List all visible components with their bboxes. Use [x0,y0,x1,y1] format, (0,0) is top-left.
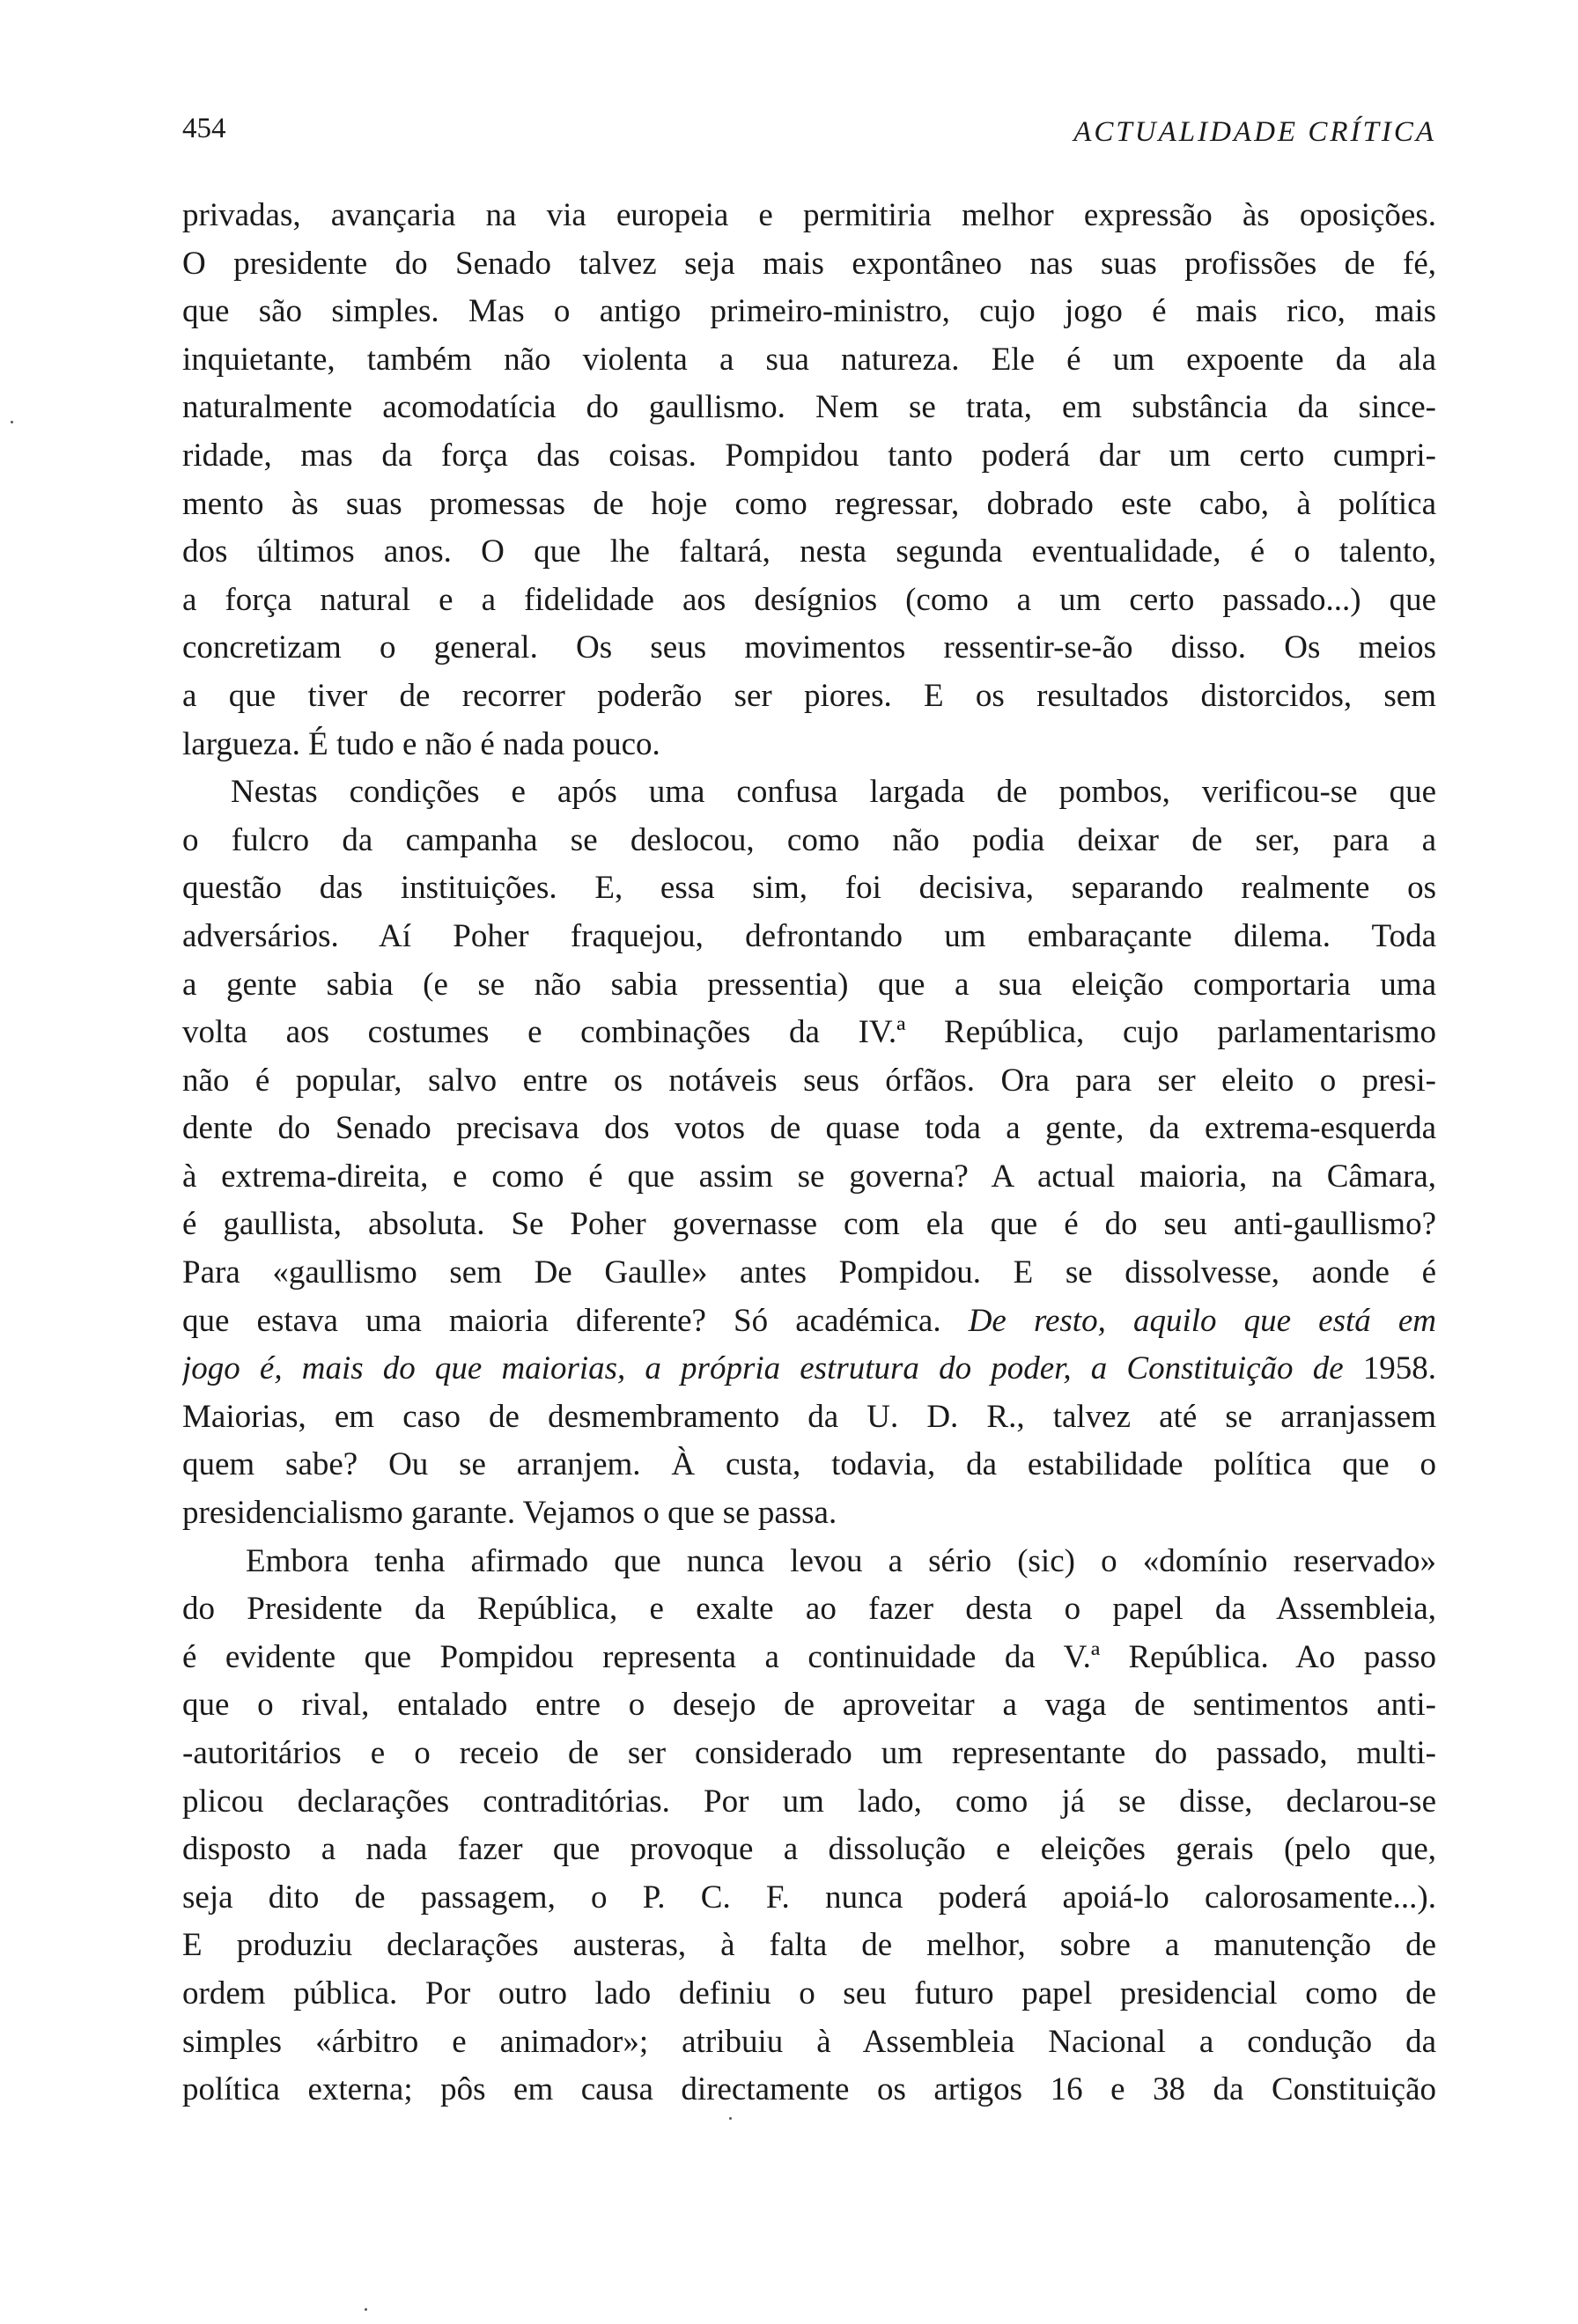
text-line: mento às suas promessas de hoje como regressar, dobrado este cabo, à política [182,485,1436,522]
text-line: Para «gaullismo sem De Gaulle» antes Pompidou. E se dissolvesse, aonde é [182,1254,1436,1291]
text-line: naturalmente acomodatícia do gaullismo. Nem se trata, em substância da since- [182,389,1436,426]
text-line: disposto a nada fazer que provoque a dissolução e eleições gerais (pelo que, [182,1831,1436,1868]
text-line: ordem pública. Por outro lado definiu o seu futuro papel presidencial como de [182,1975,1436,2011]
text-line: dente do Senado precisava dos votos de quase toda a gente, da extrema-esquerda [182,1110,1436,1147]
text-line: E produziu declarações austeras, à falta de melhor, sobre a manutenção de [182,1927,1436,1964]
text-line: adversários. Aí Poher fraquejou, defrontando um embaraçante dilema. Toda [182,917,1436,954]
text-line: à extrema-direita, e como é que assim se governa? A actual maioria, na Câmara, [182,1158,1436,1195]
text-line: Embora tenha afirmado que nunca levou a sério (sic) o «domínio reservado» [246,1542,1436,1579]
text-run: que estava uma maioria diferente? Só académica. [182,1302,941,1339]
text-line: O presidente do Senado talvez seja mais expontâneo nas suas profissões de fé, [182,245,1436,282]
text-line: Maiorias, em caso de desmembramento da U. D. R., talvez até se arranjassem [182,1398,1436,1435]
text-line: presidencialismo garante. Vejamos o que se passa. [182,1495,837,1532]
scan-speck [729,2117,732,2120]
text-line: largueza. É tudo e não é nada pouco. [182,725,660,762]
text-line: do Presidente da República, e exalte ao fazer desta o papel da Assembleia, [182,1591,1436,1628]
text-line: política externa; pôs em causa directamente os artigos 16 e 38 da Constituição [182,2071,1436,2108]
running-title: ACTUALIDADE CRÍTICA [1073,116,1436,148]
text-line: questão das instituições. E, essa sim, foi decisiva, separando realmente os [182,870,1436,907]
text-line: que são simples. Mas o antigo primeiro-ministro, cujo jogo é mais rico, mais [182,293,1436,330]
text-line: -autoritários e o receio de ser considerado um representante do passado, multi- [182,1735,1436,1771]
text-line: a que tiver de recorrer poderão ser piores. E os resultados distorcidos, sem [182,677,1436,714]
text-line: é evidente que Pompidou representa a continuidade da V.ª República. Ao passo [182,1638,1436,1675]
scan-speck [365,2308,367,2311]
body-text [182,192,1436,2114]
text-line: privadas, avançaria na via europeia e permitiria melhor expressão às oposições. [182,197,1436,233]
text-line [182,1298,1436,1346]
text-line: volta aos costumes e combinações da IV.ª República, cujo parlamentarismo [182,1014,1436,1051]
italic-run: jogo é, mais do que maiorias, a própria estrutura do poder, a Constituição de [182,1350,1344,1387]
paragraph-1 [182,192,1436,769]
text-line: que o rival, entalado entre o desejo de aproveitar a vaga de sentimentos anti- [182,1687,1436,1724]
text-line: seja dito de passagem, o P. C. F. nunca poderá apoiá-lo calorosamente...). [182,1879,1436,1916]
text-line: não é popular, salvo entre os notáveis seus órfãos. Ora para ser eleito o presi- [182,1062,1436,1099]
text-line [182,1345,1436,1394]
text-line: ridade, mas da força das coisas. Pompidou tanto poderá dar um certo cumpri- [182,437,1436,474]
text-line: concretizam o general. Os seus movimentos ressentir-se-ão disso. Os meios [182,629,1436,666]
text-line: Nestas condições e após uma confusa largada de pombos, verificou-se que [231,774,1436,811]
paragraph-2 [182,769,1436,1538]
text-line: quem sabe? Ou se arranjem. À custa, todavia, da estabilidade política que o [182,1446,1436,1483]
text-line: o fulcro da campanha se deslocou, como não podia deixar de ser, para a [182,821,1436,858]
text-line: a força natural e a fidelidade aos desígnios (como a um certo passado...) que [182,581,1436,618]
text-line: a gente sabia (e se não sabia pressentia) que a sua eleição comportaria uma [182,966,1436,1003]
text-line: dos últimos anos. O que lhe faltará, nesta segunda eventualidade, é o talento, [182,533,1436,570]
page-number: 454 [182,113,226,144]
text-line: é gaullista, absoluta. Se Poher governasse com ela que é do seu anti-gaullismo? [182,1206,1436,1243]
scan-speck [11,421,13,423]
italic-run: De resto, aquilo que está em [940,1302,1436,1339]
text-run: 1958. [1343,1350,1436,1387]
text-line: simples «árbitro e animador»; atribuiu à Assembleia Nacional a condução da [182,2023,1436,2060]
paragraph-3 [182,1538,1436,2114]
running-head [182,113,1436,157]
text-line: plicou declarações contraditórias. Por um lado, como já se disse, declarou-se [182,1783,1436,1820]
text-line: inquietante, também não violenta a sua natureza. Ele é um expoente da ala [182,341,1436,378]
